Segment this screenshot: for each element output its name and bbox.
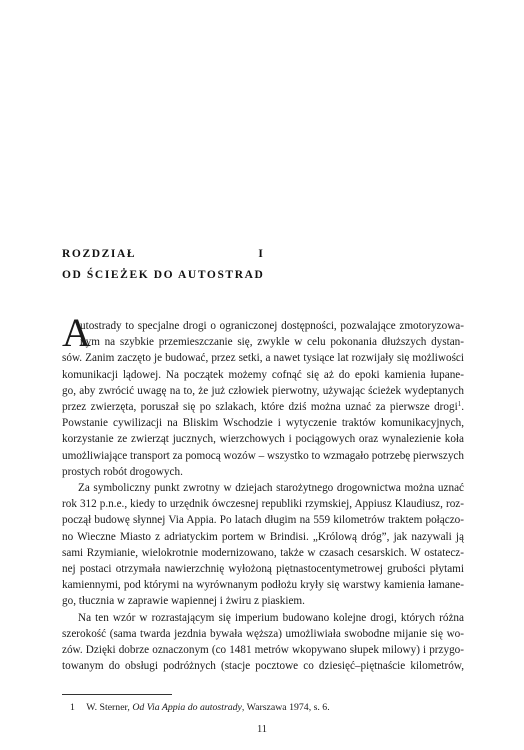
drop-cap-letter: A [62,310,91,355]
footnote-ref-suffix: . [461,401,464,414]
chapter-body [62,318,464,674]
footnote-author: W. Sterner, [86,702,130,713]
text-line: rok 312 p.n.e., kiedy to urzędnik ówczesnej republiki rzymskiej, Appiusz Klaudiusz, roz- [62,498,464,511]
text-line: zów. Dzięki dobrze oznaczonym (co 1481 metrów wkopywano słupek milowy) i przygo- [62,644,464,657]
text-line: Za symboliczny punkt zwrotny w dziejach starożytnego drogownictwa można uznać [78,482,464,495]
text-line: Na ten wzór w rozrastającym się imperium budowano kolejne drogi, których różna [78,611,464,624]
chapter-title: OD ŚCIEŻEK DO AUTOSTRAD [62,269,265,281]
footnote-book-title: Od Via Appia do autostrady [132,702,242,713]
text-line: go, tłucznia w zaprawie wapiennej i żwiru z piaskiem. [62,595,305,608]
text-line-content: przez zwierzęta, poruszał się po szlakach, które dziś można uznać za pierwsze drogi [62,401,458,414]
text-line: korzystanie ze zwierząt jucznych, wierzchowych i pociągowych oraz wynalezienie koła [62,433,464,446]
text-line: Powstanie cywilizacji na Bliskim Wschodzie i wytyczenie traktów komunikacyjnych, [62,417,464,430]
footnote-separator [62,694,172,695]
page-number: 11 [256,724,268,735]
text-line: począł budowę słynnej Via Appia. Po latach długim na 559 kilometrów traktem połączo- [62,514,464,527]
text-line: kamiennymi, pod którymi na wyrównanym podłożu kryły się warstwy kamienia łamane- [62,579,464,592]
text-line: sami Rzymianie, wielokrotnie modernizowano, także w czasach cesarskich. W ostatecz- [62,546,464,559]
text-line: utostrady to specjalne drogi o ograniczonej dostępności, pozwalające zmotoryzowa- [80,320,464,332]
text-line: komunikacji lądowej. Na początek możemy cofnąć się aż do epoki kamienia łupane- [62,368,464,381]
text-line [62,399,464,415]
footnote-reference: 1 [457,400,462,409]
text-line: towanym do obsługi podróżnych (stacje pocztowe co dziesięć–piętnaście kilometrów, [62,660,464,673]
text-line: go, aby zwrócić uwagę na to, że już człowiek pierwotny, używając ścieżek wydeptanych [62,384,464,397]
text-line: prostych robót drogowych. [62,465,183,478]
footnote-publication: , Warszawa 1974, s. 6. [241,702,330,713]
text-line: szerokość (sama twarda jezdnia bywała węższa) umożliwiała swobodne mijanie się wo- [62,627,464,640]
text-line: sów. Zanim zaczęto je budować, przez setki, a nawet tysiące lat rozwijały się możliwości [62,352,464,365]
text-line: no Wieczne Miasto z adriatyckim portem w Brindisi. „Królową dróg”, jak nazywali ją [62,530,464,543]
chapter-heading [62,244,264,286]
footnote [62,701,464,714]
text-line: nym na szybkie przemieszczanie się, zwykle w celu pokonania dłuższych dystan- [80,336,464,349]
chapter-number: ROZDZIAŁ I [62,248,265,260]
footnote-number: 1 [70,702,75,713]
text-line: nej postaci otrzymała nawierzchnię wyłożoną piętnastocentymetrowej grubości płytami [62,563,464,576]
text-line: umożliwiające transport za pomocą wozów – wszystko to wzmagało potrzebę pierwszych [62,449,464,462]
